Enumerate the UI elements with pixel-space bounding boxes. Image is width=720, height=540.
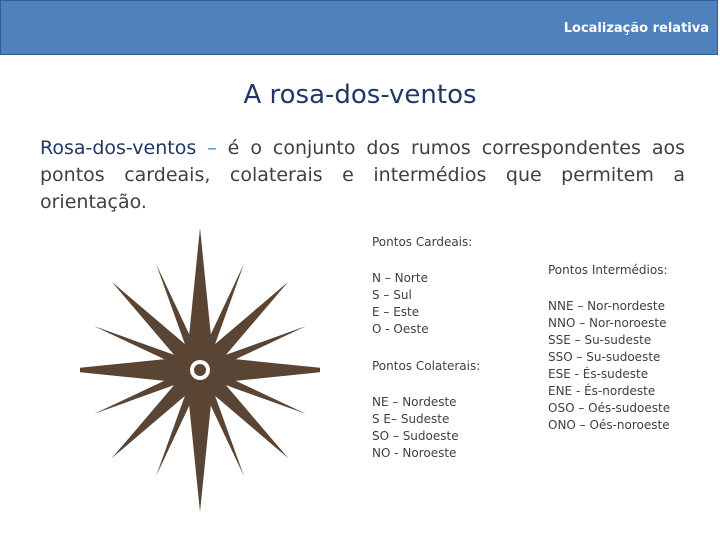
collateral-item: NO - Noroeste — [372, 446, 457, 460]
intermediate-heading: Pontos Intermédios: — [548, 263, 668, 277]
collateral-heading: Pontos Colaterais: — [372, 359, 481, 373]
collateral-item: S E– Sudeste — [372, 412, 450, 426]
intermediate-column — [548, 262, 708, 434]
collateral-item: NE – Nordeste — [372, 395, 457, 409]
header-bar — [0, 0, 718, 55]
compass-rose-image — [80, 228, 320, 513]
definition-term: Rosa-dos-ventos — [40, 137, 197, 159]
cardinal-item: E – Este — [372, 305, 420, 319]
cardinal-item: N – Norte — [372, 271, 428, 285]
definition-dash: – — [196, 137, 228, 159]
definition-text: é o conjunto dos rumos correspondentes aos pontos cardeais, colaterais e intermédios que permitem a orientação. — [40, 137, 685, 213]
intermediate-item: NNE – Nor-nordeste — [548, 299, 665, 313]
slide-title: A rosa-dos-ventos — [243, 80, 477, 110]
intermediate-item: NNO – Nor-noroeste — [548, 316, 667, 330]
definition-paragraph — [40, 135, 685, 216]
intermediate-item: SSE – Su-sudeste — [548, 333, 652, 347]
intermediate-item: ESE - És-sudeste — [548, 367, 649, 381]
cardinal-item: O - Oeste — [372, 322, 429, 336]
cardinal-collateral-column — [372, 234, 522, 462]
collateral-item: SO – Sudoeste — [372, 429, 459, 443]
intermediate-item: ENE - És-nordeste — [548, 384, 656, 398]
header-title: Localização relativa — [563, 21, 709, 36]
cardinal-item: S – Sul — [372, 288, 412, 302]
intermediate-item: SSO – Su-sudoeste — [548, 350, 661, 364]
cardinal-heading: Pontos Cardeais: — [372, 235, 473, 249]
intermediate-item: ONO – Oés-noroeste — [548, 418, 670, 432]
intermediate-item: OSO – Oés-sudoeste — [548, 401, 671, 415]
